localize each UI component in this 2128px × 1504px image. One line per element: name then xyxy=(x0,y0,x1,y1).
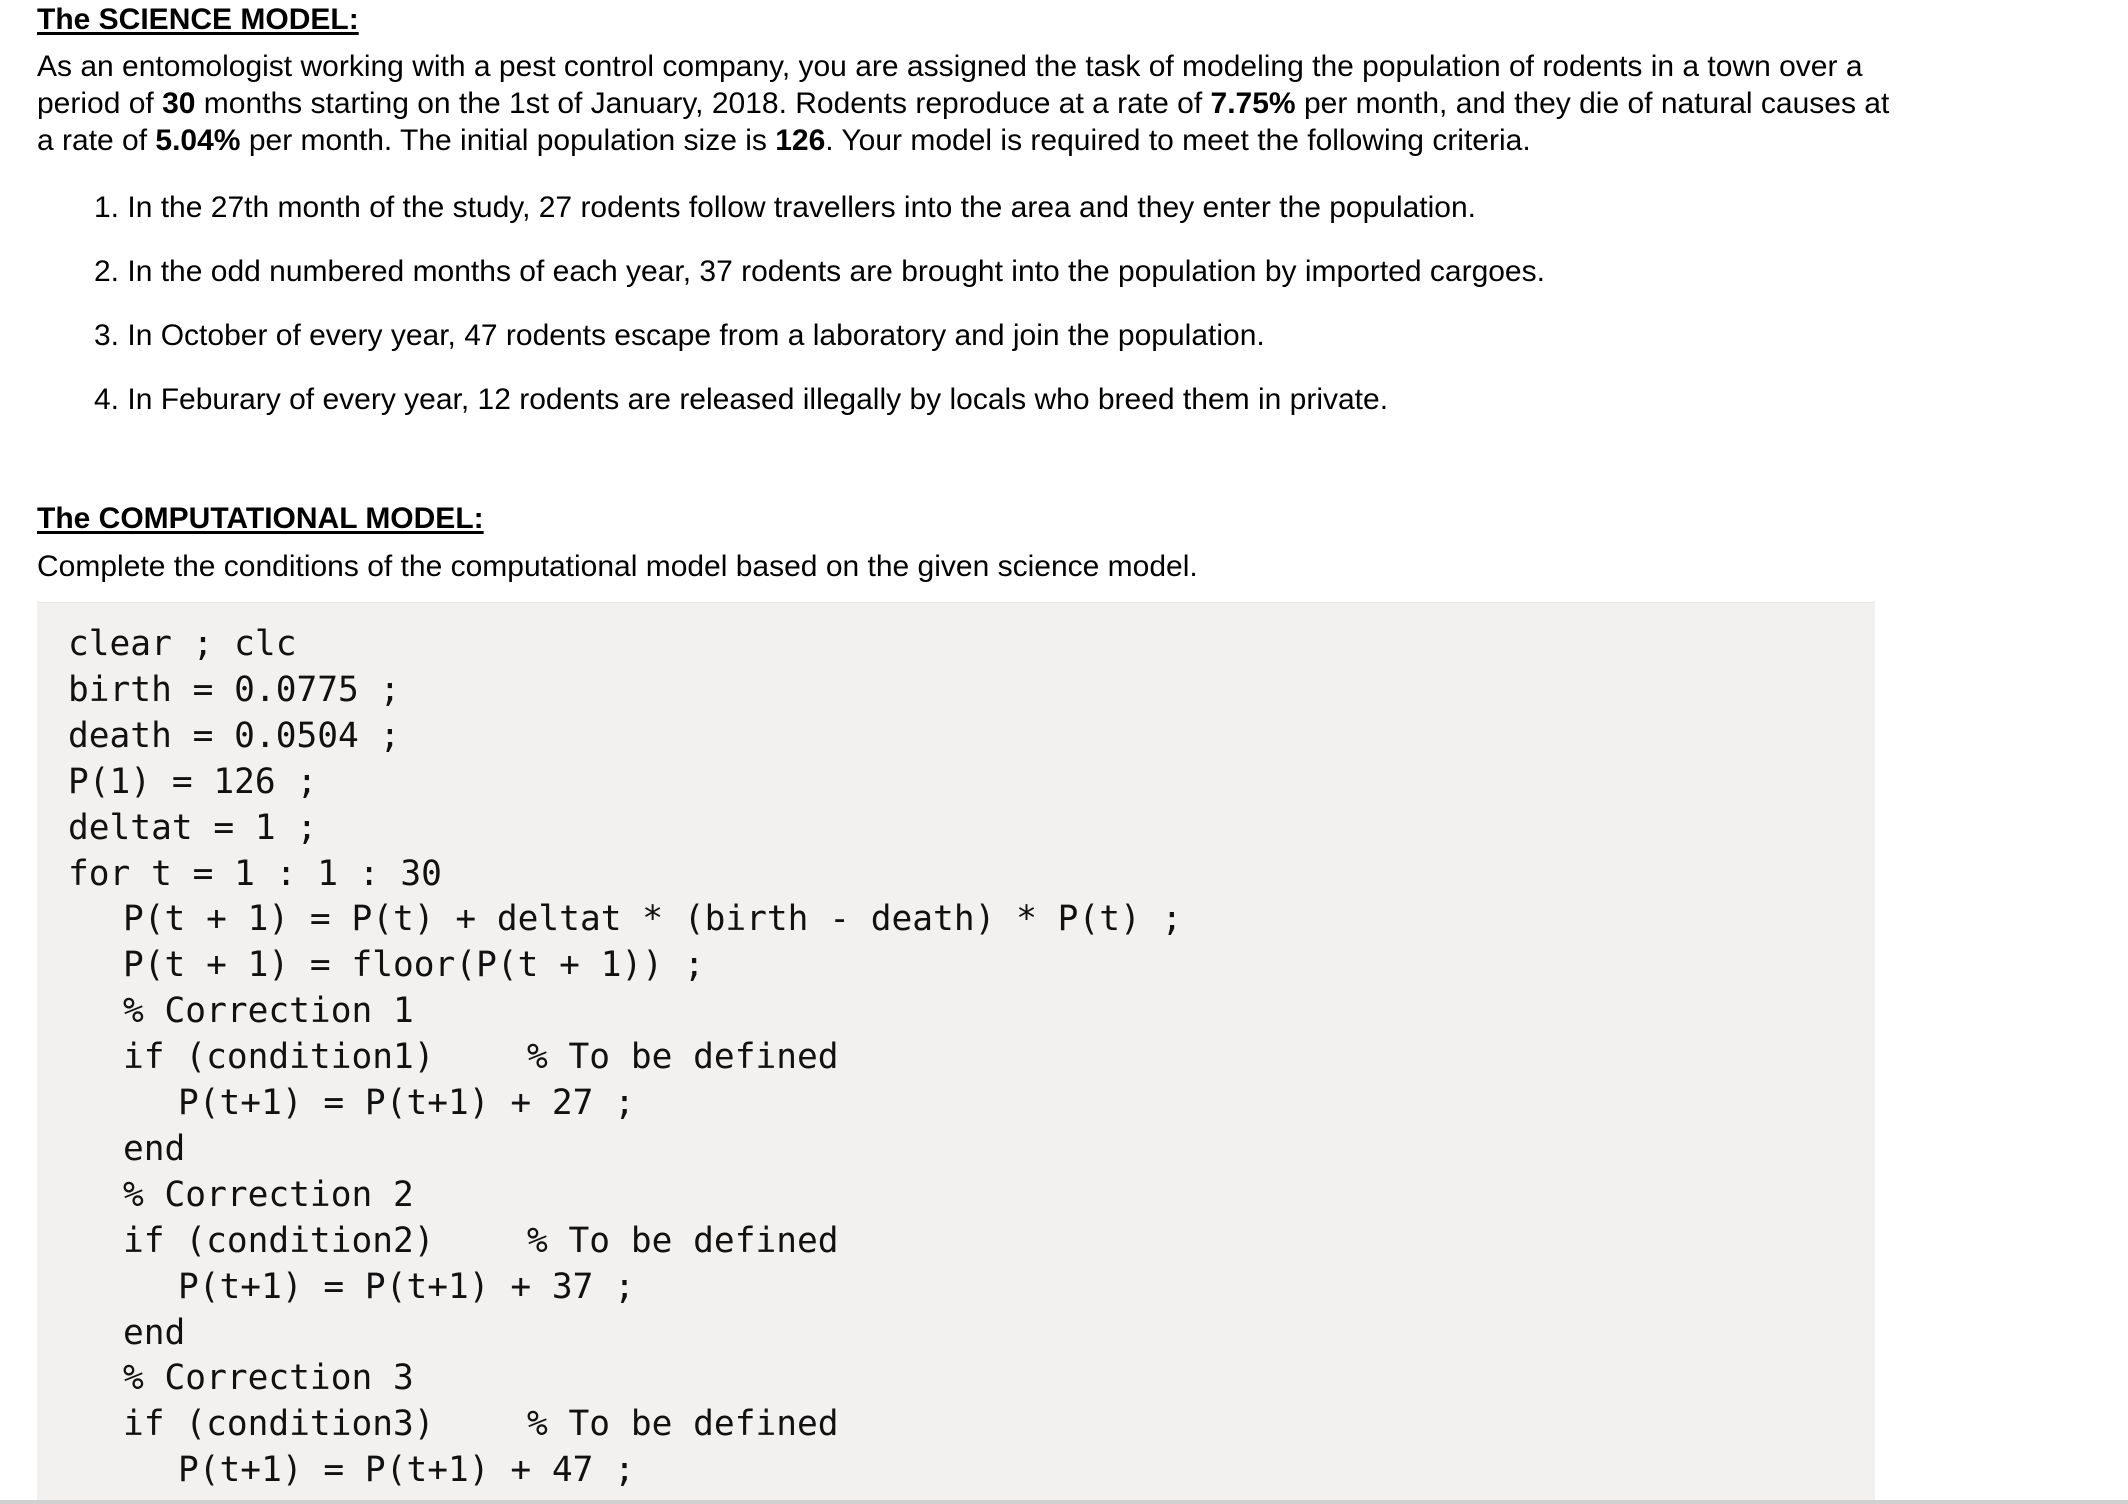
computational-model-heading: The COMPUTATIONAL MODEL: xyxy=(37,502,484,535)
criteria-item xyxy=(94,382,1545,446)
criteria-item xyxy=(94,318,1545,382)
criteria-text: In the 27th month of the study, 27 rodents follow travellers into the area and they enter the population. xyxy=(119,191,1477,224)
criteria-text: In October of every year, 47 rodents escape from a laboratory and join the population. xyxy=(119,319,1265,352)
code-line: % Correction 3 xyxy=(123,1358,414,1399)
code-line: end xyxy=(123,1312,186,1353)
code-line: % Correction 1 xyxy=(123,991,414,1032)
criteria-number: 2. xyxy=(94,255,120,288)
code-comment: % To be defined xyxy=(527,1404,839,1445)
code-line: if (condition1) xyxy=(123,1037,435,1078)
intro-text-run: months starting on the 1st of January, 2018. Rodents reproduce at a rate of xyxy=(195,87,1211,120)
intro-bold-value: 126 xyxy=(775,124,826,157)
criteria-text: In the odd numbered months of each year, 37 rodents are brought into the population by imported cargoes. xyxy=(119,255,1545,288)
criteria-number: 1. xyxy=(94,191,120,224)
code-line: P(t + 1) = floor(P(t + 1)) ; xyxy=(123,945,705,986)
bottom-divider xyxy=(0,1500,2128,1504)
code-line: end xyxy=(123,1128,186,1169)
code-line: if (condition2) xyxy=(123,1220,435,1261)
code-line: death = 0.0504 ; xyxy=(68,715,401,756)
criteria-item xyxy=(94,190,1545,254)
code-line: P(t+1) = P(t+1) + 27 ; xyxy=(178,1083,635,1123)
code-line: clear ; clc xyxy=(68,624,297,664)
intro-bold-value: 30 xyxy=(162,87,196,120)
code-line: for t = 1 : 1 : 30 xyxy=(68,853,442,894)
criteria-number: 3. xyxy=(94,319,120,352)
code-line: P(t+1) = P(t+1) + 47 ; xyxy=(178,1450,635,1491)
code-block xyxy=(37,602,1875,1504)
code-line: P(1) = 126 ; xyxy=(68,761,318,802)
intro-text-run: per month. The initial population size is xyxy=(240,124,776,157)
code-line: P(t + 1) = P(t) + deltat * (birth - death) * P(t) ; xyxy=(123,899,1183,940)
intro-bold-value: 7.75% xyxy=(1210,87,1296,120)
intro-text-run: per month, and they die of natural causes at a rate of xyxy=(37,87,1890,157)
criteria-text: In Feburary of every year, 12 rodents are released illegally by locals who breed them in private. xyxy=(119,383,1389,416)
criteria-item xyxy=(94,254,1545,318)
criteria-number: 4. xyxy=(94,383,120,416)
intro-text-run: As an entomologist working with a pest control company, you are assigned the task of modeling the population of rodents in a town over a period of xyxy=(37,50,1863,120)
science-model-intro xyxy=(37,48,1897,159)
code-comment: % To be defined xyxy=(527,1037,839,1078)
intro-text-run: . Your model is required to meet the following criteria. xyxy=(825,124,1531,157)
computational-model-instruction: Complete the conditions of the computational model based on the given science model. xyxy=(37,550,1198,583)
code-comment: % To be defined xyxy=(527,1220,839,1261)
criteria-list xyxy=(94,190,1545,446)
code-line: % Correction 2 xyxy=(123,1174,414,1215)
code-line: birth = 0.0775 ; xyxy=(68,669,401,710)
code-line: if (condition3) xyxy=(123,1404,435,1445)
science-model-heading: The SCIENCE MODEL: xyxy=(37,3,359,36)
code-line: P(t+1) = P(t+1) + 37 ; xyxy=(178,1266,635,1307)
intro-bold-value: 5.04% xyxy=(155,124,241,157)
code-line: deltat = 1 ; xyxy=(68,807,318,848)
